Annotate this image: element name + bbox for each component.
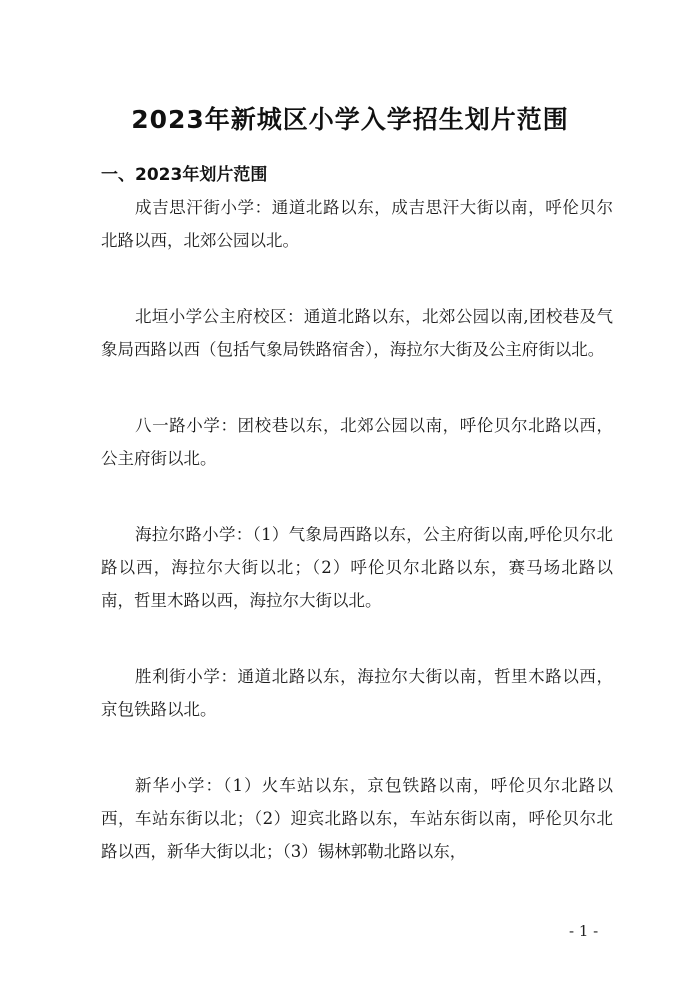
page-number: - 1 -	[569, 922, 599, 940]
document-body	[101, 191, 613, 868]
document-title: 2023年新城区小学入学招生划片范围	[131, 105, 569, 134]
paragraph-shengliejie-school: 胜利街小学：通道北路以东，海拉尔大街以南，哲里木路以西，京包铁路以北。	[101, 667, 613, 719]
paragraph-hailaerlu-school: 海拉尔路小学：（1）气象局西路以东，公主府街以南,呼伦贝尔北路以西，海拉尔大街以北；（2）呼伦贝尔北路以东，赛马场北路以南，哲里木路以西，海拉尔大街以北。	[101, 525, 613, 610]
paragraph-bayilu-school: 八一路小学：团校巷以东，北郊公园以南，呼伦贝尔北路以西，公主府街以北。	[101, 416, 613, 468]
section-heading: 一、2023年划片范围	[101, 165, 268, 185]
paragraph-xinhua-school: 新华小学：（1）火车站以东，京包铁路以南，呼伦贝尔北路以西，车站东街以北；（2）迎宾北路以东，车站东街以南，呼伦贝尔北路以西，新华大街以北；（3）锡林郭勒北路以东，	[101, 776, 613, 861]
paragraph-chengjisihan-school: 成吉思汗街小学：通道北路以东，成吉思汗大街以南，呼伦贝尔北路以西，北郊公园以北。	[101, 198, 613, 250]
paragraph-beiyuan-school: 北垣小学公主府校区：通道北路以东，北郊公园以南,团校巷及气象局西路以西（包括气象局铁路宿舍），海拉尔大街及公主府街以北。	[101, 307, 613, 359]
